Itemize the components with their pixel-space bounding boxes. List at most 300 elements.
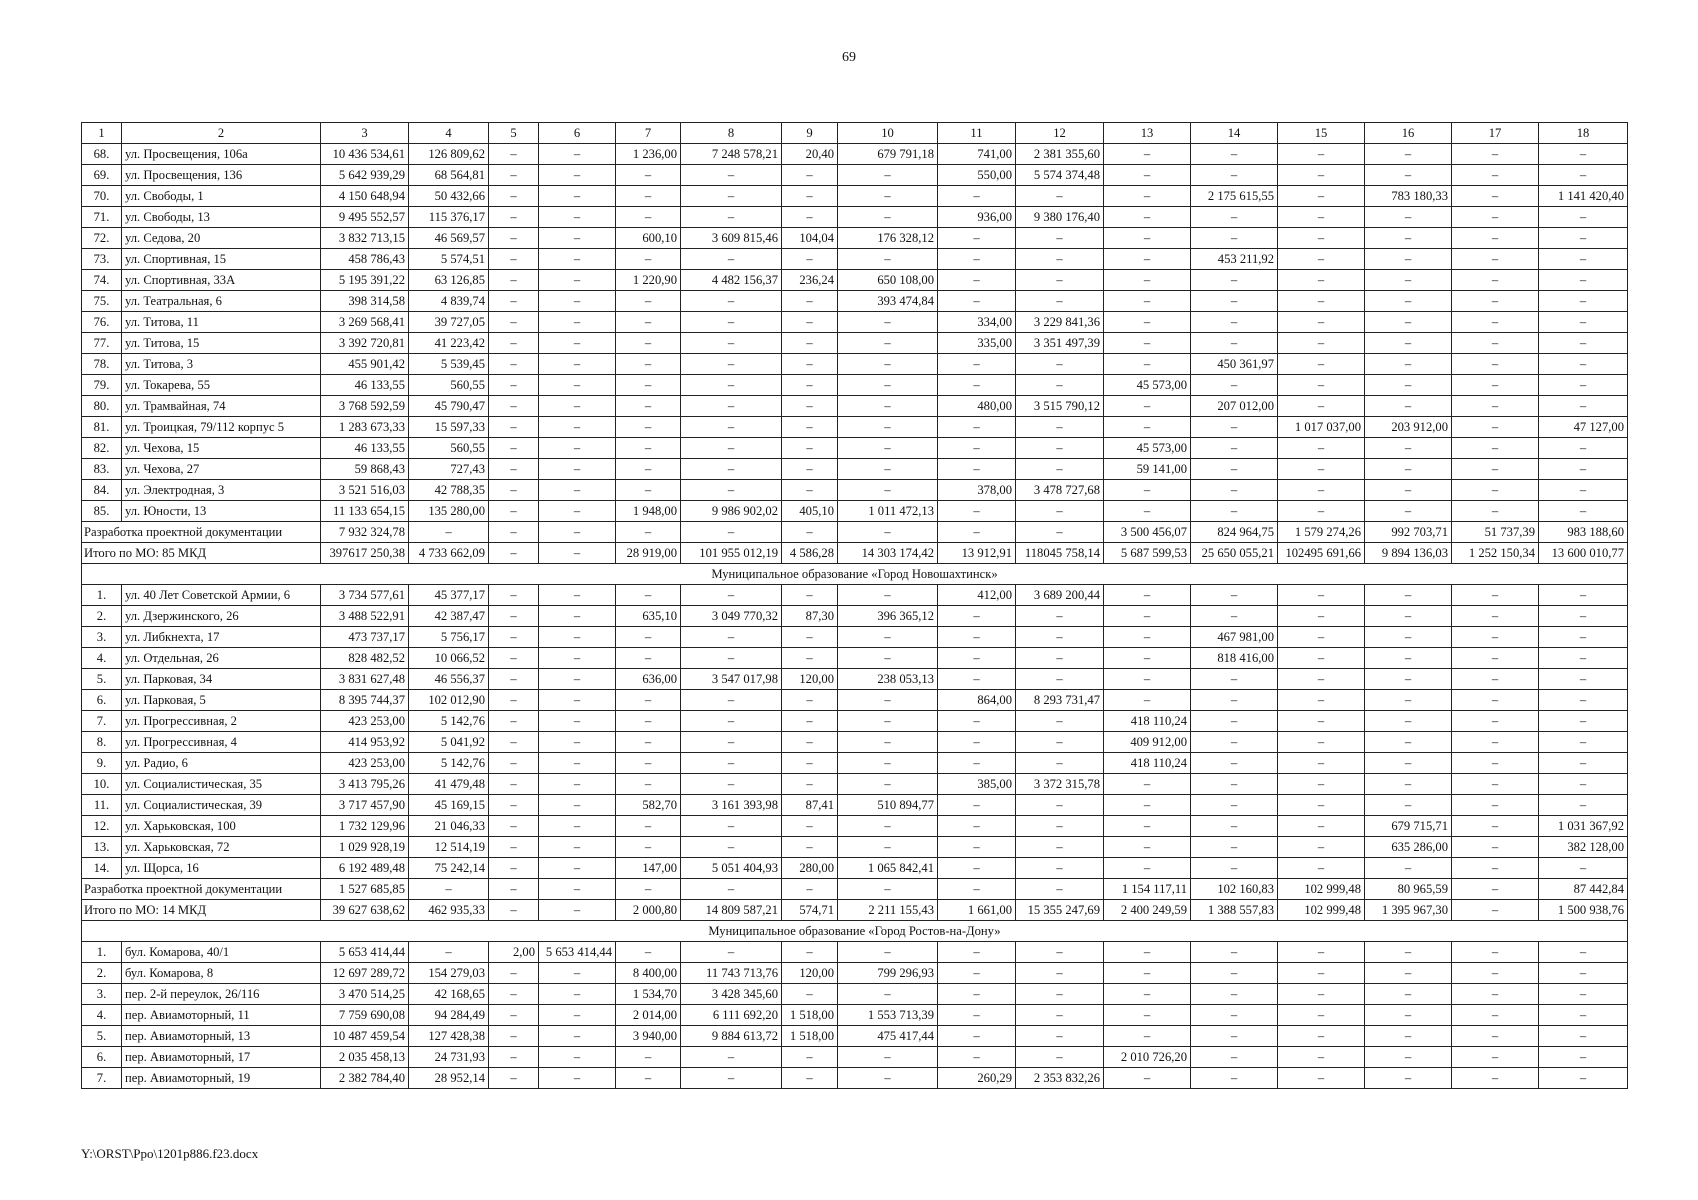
value-cell: –	[616, 207, 681, 228]
value-cell: –	[616, 774, 681, 795]
value-cell: –	[1539, 1026, 1628, 1047]
table-row	[82, 333, 1628, 354]
value-cell: –	[1104, 648, 1191, 669]
value-cell: –	[1539, 795, 1628, 816]
summary-value-cell: –	[681, 879, 782, 900]
value-cell: –	[681, 186, 782, 207]
row-number-cell: 2.	[82, 606, 122, 627]
value-cell: –	[1191, 228, 1278, 249]
address-cell: пер. 2-й переулок, 26/116	[122, 984, 321, 1005]
value-cell: –	[1191, 795, 1278, 816]
value-cell: 423 253,00	[321, 711, 409, 732]
value-cell: –	[1452, 669, 1539, 690]
value-cell: –	[782, 417, 838, 438]
value-cell: 3 470 514,25	[321, 984, 409, 1005]
row-number-cell: 14.	[82, 858, 122, 879]
value-cell: –	[616, 942, 681, 963]
value-cell: 45 377,17	[409, 585, 489, 606]
value-cell: –	[1104, 396, 1191, 417]
value-cell: 45 169,15	[409, 795, 489, 816]
value-cell: 176 328,12	[838, 228, 938, 249]
value-cell: –	[1452, 270, 1539, 291]
value-cell: –	[616, 186, 681, 207]
address-cell: ул. Юности, 13	[122, 501, 321, 522]
column-number-cell: 2	[122, 123, 321, 144]
value-cell: 727,43	[409, 459, 489, 480]
value-cell: 5 142,76	[409, 753, 489, 774]
value-cell: –	[1278, 354, 1365, 375]
value-cell: –	[1539, 501, 1628, 522]
value-cell: 10 436 534,61	[321, 144, 409, 165]
value-cell: –	[1452, 984, 1539, 1005]
value-cell: –	[1191, 375, 1278, 396]
value-cell: –	[1365, 165, 1452, 186]
summary-value-cell: –	[938, 522, 1016, 543]
value-cell: –	[1191, 585, 1278, 606]
value-cell: 9 495 552,57	[321, 207, 409, 228]
value-cell: –	[1278, 1068, 1365, 1089]
value-cell: –	[616, 1047, 681, 1068]
value-cell: –	[489, 291, 539, 312]
row-number-cell: 79.	[82, 375, 122, 396]
value-cell: –	[782, 333, 838, 354]
table-row	[82, 1026, 1628, 1047]
value-cell: –	[1104, 795, 1191, 816]
row-number-cell: 8.	[82, 732, 122, 753]
value-cell: –	[938, 438, 1016, 459]
value-cell: –	[1278, 1005, 1365, 1026]
value-cell: –	[938, 816, 1016, 837]
summary-value-cell: –	[489, 522, 539, 543]
value-cell: –	[681, 711, 782, 732]
value-cell: 1 283 673,33	[321, 417, 409, 438]
value-cell: –	[1365, 270, 1452, 291]
value-cell: 455 901,42	[321, 354, 409, 375]
value-cell: –	[489, 207, 539, 228]
value-cell: –	[1191, 1026, 1278, 1047]
value-cell: –	[1104, 942, 1191, 963]
value-cell: –	[681, 249, 782, 270]
value-cell: 405,10	[782, 501, 838, 522]
column-number-header-row	[82, 123, 1628, 144]
value-cell: –	[1452, 144, 1539, 165]
value-cell: 9 380 176,40	[1016, 207, 1104, 228]
value-cell: –	[539, 816, 616, 837]
value-cell: –	[1539, 375, 1628, 396]
summary-value-cell: 574,71	[782, 900, 838, 921]
value-cell: –	[539, 186, 616, 207]
value-cell: 560,55	[409, 375, 489, 396]
value-cell: –	[681, 648, 782, 669]
address-cell: ул. Харьковская, 72	[122, 837, 321, 858]
value-cell: –	[1539, 228, 1628, 249]
value-cell: 5 574 374,48	[1016, 165, 1104, 186]
table-row	[82, 711, 1628, 732]
value-cell: –	[681, 1047, 782, 1068]
value-cell: –	[1452, 312, 1539, 333]
value-cell: –	[539, 585, 616, 606]
value-cell: 818 416,00	[1191, 648, 1278, 669]
address-cell: ул. Свободы, 13	[122, 207, 321, 228]
row-number-cell: 6.	[82, 1047, 122, 1068]
value-cell: –	[938, 795, 1016, 816]
value-cell: –	[1278, 585, 1365, 606]
value-cell: –	[1104, 669, 1191, 690]
table-row	[82, 438, 1628, 459]
table-row	[82, 270, 1628, 291]
value-cell: –	[1452, 690, 1539, 711]
value-cell: –	[489, 732, 539, 753]
value-cell: 828 482,52	[321, 648, 409, 669]
value-cell: –	[782, 732, 838, 753]
row-number-cell: 77.	[82, 333, 122, 354]
value-cell: –	[938, 837, 1016, 858]
value-cell: 41 479,48	[409, 774, 489, 795]
value-cell: –	[1539, 270, 1628, 291]
value-cell: 59 868,43	[321, 459, 409, 480]
page-number: 69	[842, 50, 856, 65]
value-cell: 10 066,52	[409, 648, 489, 669]
value-cell: –	[782, 837, 838, 858]
value-cell: –	[938, 627, 1016, 648]
value-cell: –	[1452, 1047, 1539, 1068]
value-cell: –	[1104, 1026, 1191, 1047]
value-cell: –	[1278, 732, 1365, 753]
value-cell: –	[539, 417, 616, 438]
value-cell: –	[1104, 1005, 1191, 1026]
value-cell: –	[1278, 291, 1365, 312]
summary-value-cell: 9 894 136,03	[1365, 543, 1452, 564]
address-cell: ул. Социалистическая, 39	[122, 795, 321, 816]
value-cell: –	[1539, 396, 1628, 417]
value-cell: –	[782, 375, 838, 396]
value-cell: 3 229 841,36	[1016, 312, 1104, 333]
value-cell: –	[1365, 858, 1452, 879]
value-cell: –	[1016, 375, 1104, 396]
value-cell: –	[489, 396, 539, 417]
value-cell: –	[1365, 984, 1452, 1005]
address-cell: ул. Электродная, 3	[122, 480, 321, 501]
value-cell: 650 108,00	[838, 270, 938, 291]
value-cell: –	[1278, 627, 1365, 648]
value-cell: 3 717 457,90	[321, 795, 409, 816]
value-cell: –	[1365, 396, 1452, 417]
value-cell: –	[616, 417, 681, 438]
value-cell: 393 474,84	[838, 291, 938, 312]
row-number-cell: 4.	[82, 648, 122, 669]
summary-value-cell: –	[489, 879, 539, 900]
value-cell: –	[489, 1005, 539, 1026]
value-cell: –	[1365, 459, 1452, 480]
summary-value-cell: 25 650 055,21	[1191, 543, 1278, 564]
value-cell: 398 314,58	[321, 291, 409, 312]
value-cell: –	[1104, 312, 1191, 333]
value-cell: –	[1539, 438, 1628, 459]
summary-value-cell: 2 400 249,59	[1104, 900, 1191, 921]
value-cell: 936,00	[938, 207, 1016, 228]
value-cell: 7 759 690,08	[321, 1005, 409, 1026]
value-cell: –	[1016, 984, 1104, 1005]
table-row	[82, 606, 1628, 627]
row-number-cell: 78.	[82, 354, 122, 375]
address-cell: ул. Спортивная, 15	[122, 249, 321, 270]
value-cell: –	[1191, 1005, 1278, 1026]
value-cell: 3 049 770,32	[681, 606, 782, 627]
value-cell: –	[782, 753, 838, 774]
summary-value-cell: –	[409, 522, 489, 543]
row-number-cell: 68.	[82, 144, 122, 165]
value-cell: –	[938, 186, 1016, 207]
value-cell: –	[1452, 249, 1539, 270]
value-cell: –	[681, 732, 782, 753]
value-cell: –	[616, 480, 681, 501]
value-cell: –	[838, 333, 938, 354]
address-cell: ул. Прогрессивная, 4	[122, 732, 321, 753]
value-cell: 1 220,90	[616, 270, 681, 291]
value-cell: 1 065 842,41	[838, 858, 938, 879]
value-cell: –	[1278, 606, 1365, 627]
value-cell: –	[1365, 648, 1452, 669]
value-cell: –	[838, 249, 938, 270]
table-row	[82, 1005, 1628, 1026]
column-number-cell: 18	[1539, 123, 1628, 144]
value-cell: –	[539, 375, 616, 396]
value-cell: –	[681, 753, 782, 774]
value-cell: –	[838, 396, 938, 417]
column-number-cell: 17	[1452, 123, 1539, 144]
municipality-section-title: Муниципальное образование «Город Ростов-на-Дону»	[82, 921, 1628, 942]
value-cell: –	[1191, 333, 1278, 354]
value-cell: 5 756,17	[409, 627, 489, 648]
value-cell: –	[1191, 270, 1278, 291]
value-cell: 1 017 037,00	[1278, 417, 1365, 438]
value-cell: 46 556,37	[409, 669, 489, 690]
summary-value-cell: 4 586,28	[782, 543, 838, 564]
value-cell: –	[539, 249, 616, 270]
value-cell: –	[1365, 438, 1452, 459]
summary-value-cell: 2 211 155,43	[838, 900, 938, 921]
value-cell: –	[1452, 795, 1539, 816]
value-cell: –	[616, 459, 681, 480]
value-cell: –	[782, 438, 838, 459]
address-cell: ул. Чехова, 15	[122, 438, 321, 459]
value-cell: –	[1365, 1047, 1452, 1068]
value-cell: –	[1016, 837, 1104, 858]
value-cell: –	[1452, 396, 1539, 417]
value-cell: –	[782, 291, 838, 312]
row-number-cell: 5.	[82, 1026, 122, 1047]
value-cell: –	[782, 1047, 838, 1068]
value-cell: –	[1278, 669, 1365, 690]
value-cell: –	[1539, 753, 1628, 774]
value-cell: –	[539, 354, 616, 375]
value-cell: 1 236,00	[616, 144, 681, 165]
value-cell: –	[1452, 186, 1539, 207]
value-cell: –	[539, 207, 616, 228]
value-cell: –	[1452, 291, 1539, 312]
value-cell: –	[1278, 837, 1365, 858]
summary-value-cell: 14 809 587,21	[681, 900, 782, 921]
table-row	[82, 417, 1628, 438]
summary-value-cell: 102 999,48	[1278, 879, 1365, 900]
table-row	[82, 186, 1628, 207]
value-cell: 1 031 367,92	[1539, 816, 1628, 837]
table-row	[82, 648, 1628, 669]
value-cell: –	[1104, 354, 1191, 375]
value-cell: –	[1278, 228, 1365, 249]
value-cell: –	[1452, 753, 1539, 774]
value-cell: –	[539, 333, 616, 354]
value-cell: –	[1539, 1047, 1628, 1068]
value-cell: –	[1104, 774, 1191, 795]
value-cell: –	[1278, 501, 1365, 522]
value-cell: 102 012,90	[409, 690, 489, 711]
value-cell: –	[1452, 333, 1539, 354]
value-cell: –	[838, 942, 938, 963]
value-cell: 414 953,92	[321, 732, 409, 753]
summary-value-cell: 1 579 274,26	[1278, 522, 1365, 543]
value-cell: 42 168,65	[409, 984, 489, 1005]
summary-value-cell: –	[1016, 879, 1104, 900]
column-number-cell: 5	[489, 123, 539, 144]
value-cell: –	[681, 459, 782, 480]
row-number-cell: 82.	[82, 438, 122, 459]
value-cell: –	[1104, 585, 1191, 606]
value-cell: –	[1016, 858, 1104, 879]
value-cell: 3 478 727,68	[1016, 480, 1104, 501]
value-cell: –	[681, 354, 782, 375]
value-cell: –	[1365, 501, 1452, 522]
value-cell: –	[938, 648, 1016, 669]
value-cell: 203 912,00	[1365, 417, 1452, 438]
value-cell: –	[938, 858, 1016, 879]
value-cell: 3 269 568,41	[321, 312, 409, 333]
value-cell: –	[1278, 249, 1365, 270]
column-number-cell: 7	[616, 123, 681, 144]
value-cell: –	[1452, 774, 1539, 795]
value-cell: –	[539, 837, 616, 858]
address-cell: ул. Свободы, 1	[122, 186, 321, 207]
value-cell: –	[1539, 1005, 1628, 1026]
table-row	[82, 690, 1628, 711]
value-cell: –	[938, 417, 1016, 438]
value-cell: 382 128,00	[1539, 837, 1628, 858]
row-number-cell: 12.	[82, 816, 122, 837]
value-cell: 560,55	[409, 438, 489, 459]
value-cell: 3 689 200,44	[1016, 585, 1104, 606]
value-cell: –	[1539, 291, 1628, 312]
value-cell: –	[1539, 207, 1628, 228]
value-cell: 679 791,18	[838, 144, 938, 165]
value-cell: 4 150 648,94	[321, 186, 409, 207]
value-cell: –	[782, 711, 838, 732]
column-number-cell: 10	[838, 123, 938, 144]
summary-value-cell: 15 355 247,69	[1016, 900, 1104, 921]
value-cell: 2 010 726,20	[1104, 1047, 1191, 1068]
value-cell: –	[838, 375, 938, 396]
value-cell: 2 381 355,60	[1016, 144, 1104, 165]
value-cell: –	[838, 417, 938, 438]
value-cell: –	[681, 774, 782, 795]
value-cell: 636,00	[616, 669, 681, 690]
summary-value-cell: –	[838, 522, 938, 543]
summary-value-cell: 102495 691,66	[1278, 543, 1365, 564]
value-cell: –	[616, 354, 681, 375]
value-cell: –	[838, 774, 938, 795]
value-cell: –	[489, 1047, 539, 1068]
value-cell: –	[1365, 354, 1452, 375]
value-cell: –	[1191, 459, 1278, 480]
value-cell: –	[1016, 795, 1104, 816]
value-cell: –	[539, 753, 616, 774]
value-cell: –	[539, 480, 616, 501]
value-cell: –	[1539, 249, 1628, 270]
value-cell: –	[1365, 711, 1452, 732]
value-cell: –	[938, 963, 1016, 984]
value-cell: 45 573,00	[1104, 375, 1191, 396]
value-cell: –	[616, 837, 681, 858]
table-row	[82, 1047, 1628, 1068]
value-cell: –	[938, 942, 1016, 963]
address-cell: пер. Авиамоторный, 11	[122, 1005, 321, 1026]
value-cell: 41 223,42	[409, 333, 489, 354]
value-cell: –	[838, 984, 938, 1005]
value-cell: –	[838, 627, 938, 648]
value-cell: 2,00	[489, 942, 539, 963]
value-cell: 46 569,57	[409, 228, 489, 249]
value-cell: –	[838, 732, 938, 753]
value-cell: –	[938, 711, 1016, 732]
value-cell: –	[1539, 648, 1628, 669]
address-cell: ул. Парковая, 34	[122, 669, 321, 690]
address-cell: бул. Комарова, 40/1	[122, 942, 321, 963]
value-cell: –	[1016, 186, 1104, 207]
value-cell: 2 175 615,55	[1191, 186, 1278, 207]
value-cell: –	[838, 354, 938, 375]
value-cell: –	[1365, 774, 1452, 795]
value-cell: 679 715,71	[1365, 816, 1452, 837]
value-cell: –	[1452, 459, 1539, 480]
value-cell: –	[489, 585, 539, 606]
summary-row	[82, 879, 1628, 900]
value-cell: –	[1278, 816, 1365, 837]
value-cell: –	[681, 627, 782, 648]
value-cell: 378,00	[938, 480, 1016, 501]
column-number-cell: 13	[1104, 123, 1191, 144]
summary-value-cell: 1 388 557,83	[1191, 900, 1278, 921]
value-cell: –	[1278, 774, 1365, 795]
value-cell: –	[616, 333, 681, 354]
summary-value-cell: 13 912,91	[938, 543, 1016, 564]
value-cell: –	[838, 165, 938, 186]
value-cell: –	[938, 753, 1016, 774]
value-cell: –	[1104, 228, 1191, 249]
value-cell: –	[616, 732, 681, 753]
value-cell: –	[489, 984, 539, 1005]
value-cell: –	[1104, 690, 1191, 711]
value-cell: 1 141 420,40	[1539, 186, 1628, 207]
value-cell: –	[1016, 942, 1104, 963]
summary-value-cell: 101 955 012,19	[681, 543, 782, 564]
value-cell: –	[539, 984, 616, 1005]
summary-label: Разработка проектной документации	[82, 522, 321, 543]
value-cell: –	[938, 228, 1016, 249]
value-cell: –	[782, 627, 838, 648]
value-cell: –	[1539, 774, 1628, 795]
summary-value-cell: 14 303 174,42	[838, 543, 938, 564]
value-cell: –	[616, 438, 681, 459]
value-cell: –	[489, 375, 539, 396]
